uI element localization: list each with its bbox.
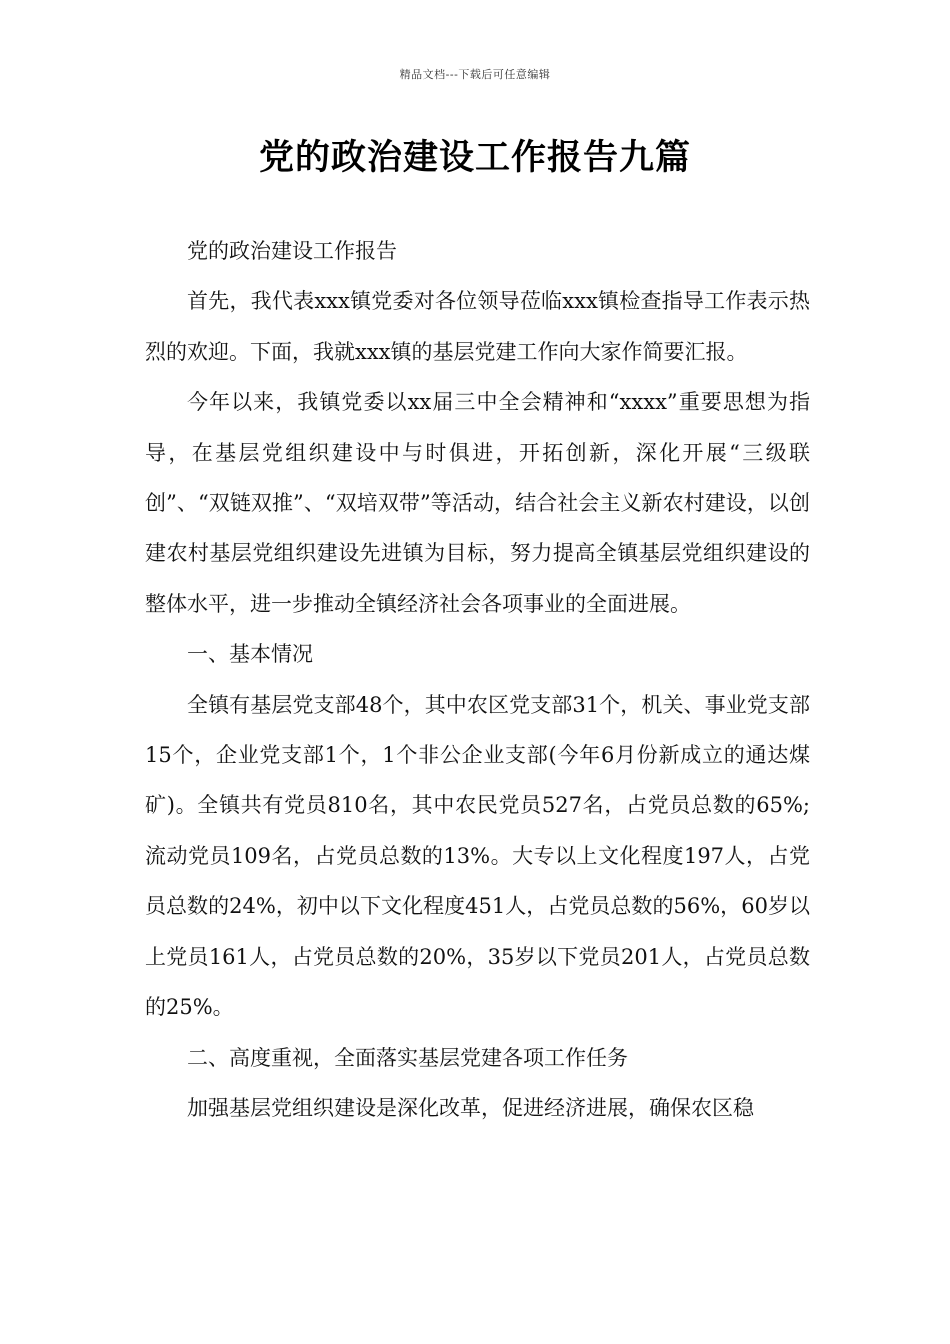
document-title: 党的政治建设工作报告九篇 bbox=[258, 137, 691, 178]
body-paragraph: 加强基层党组织建设是深化改革，促进经济进展，确保农区稳 bbox=[187, 1095, 754, 1120]
body-paragraph: 首先，我代表xxx镇党委对各位领导莅临xxx镇检查指导工作表示热烈的欢迎。下面，我就xxx镇的基层党建工作向大家作简要汇报。 bbox=[145, 289, 810, 364]
section-heading: 二、高度重视，全面落实基层党建各项工作任务 bbox=[187, 1045, 628, 1070]
section-heading: 一、基本情况 bbox=[187, 642, 313, 667]
body-paragraph: 全镇有基层党支部48个，其中农区党支部31个，机关、事业党支部15个，企业党支部1个，1个非公企业支部(今年6月份新成立的通达煤矿)。全镇共有党员810名，其中农民党员527名，占党员总数的65%;流动党员109名，占党员总数的13%。大专以上文化程度197人，占党员总数的24%，初中以下文化程度451人，占党员总数的56%，60岁以上党员161人，占党员总数的20%，35岁以下党员201人，占党员总数的25%。 bbox=[145, 692, 810, 1020]
section-heading: 党的政治建设工作报告 bbox=[187, 239, 397, 263]
body-paragraph: 今年以来，我镇党委以xx届三中全会精神和“xxxx”重要思想为指导，在基层党组织建设中与时俱进，开拓创新，深化开展“三级联创”、“双链双推”、“双培双带”等活动，结合社会主义新农村建设，以创建农村基层党组织建设先进镇为目标，努力提高全镇基层党组织建设的整体水平，进一步推动全镇经济社会各项事业的全面进展。 bbox=[145, 390, 810, 616]
header-note: 精品文档---下载后可任意编辑 bbox=[399, 68, 551, 81]
document-body bbox=[145, 226, 810, 1133]
